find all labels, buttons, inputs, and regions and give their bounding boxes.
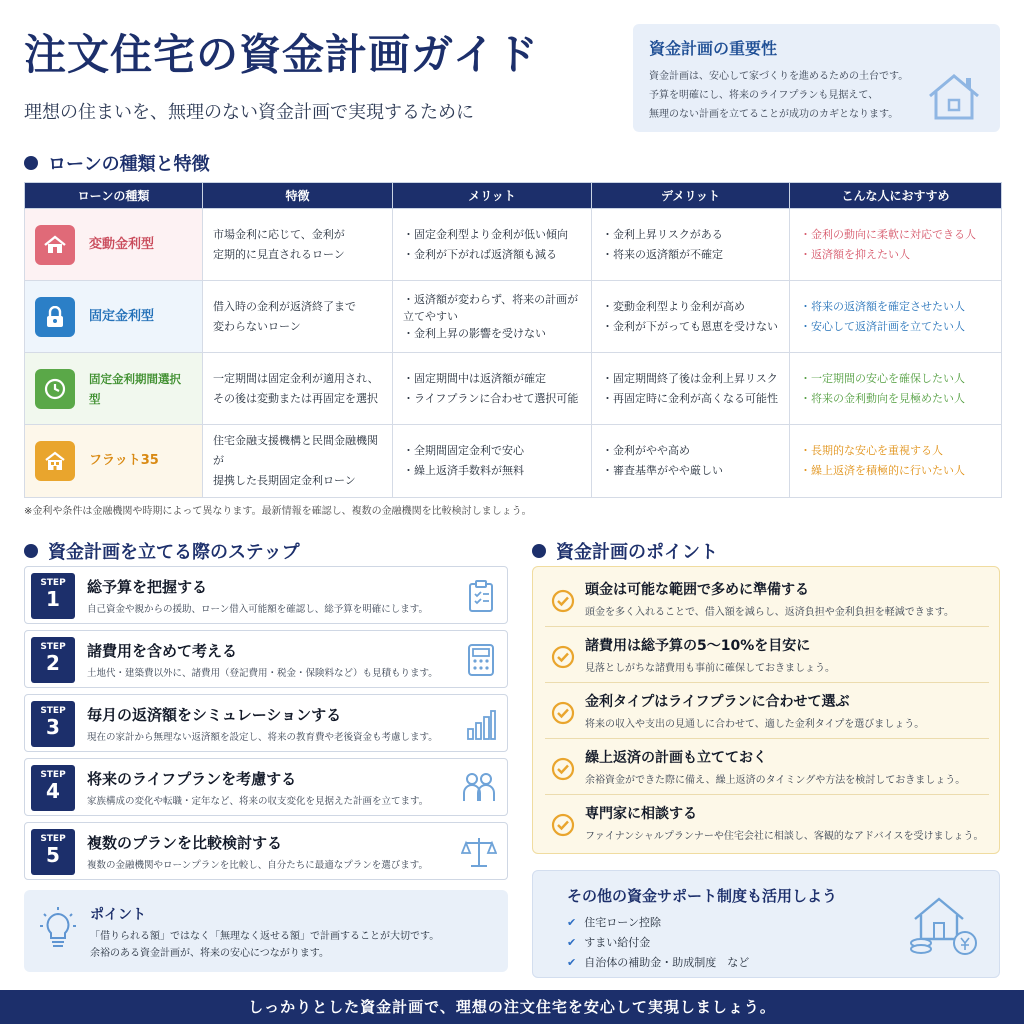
point-desc: 将来の収入や支出の見通しに合わせて、適した金利タイプを選びましょう。 <box>585 719 925 730</box>
importance-title: 資金計画の重要性 <box>649 39 778 58</box>
loan-type-cell <box>25 353 203 425</box>
step-desc: 現在の家計から無理ない返済額を設定し、将来の教育費や老後資金も考慮します。 <box>87 732 438 743</box>
step-title: 総予算を把握する <box>87 578 208 596</box>
merit-cell: ・固定金利型より金利が低い傾向 ・金利が下がれば返済額も減る <box>393 209 592 281</box>
bullet-dot <box>24 156 38 170</box>
clipboard-icon <box>465 579 497 613</box>
support-list <box>567 913 749 973</box>
house-coins-icon <box>907 893 979 957</box>
lock-icon <box>35 297 75 337</box>
loan-type-name: 変動金利型 <box>89 236 155 252</box>
lightbulb-icon <box>38 906 78 954</box>
scale-icon <box>461 835 497 869</box>
point-desc: 頭金を多く入れることで、借入額を減らし、返済負担や金利負担を軽減できます。 <box>585 607 954 618</box>
point-title: 諸費用は総予算の5〜10%を目安に <box>585 638 811 654</box>
support-box <box>532 870 1000 978</box>
points-section-header: 資金計画のポイント <box>532 538 718 564</box>
page-title: 注文住宅の資金計画ガイド <box>24 30 539 79</box>
point-title: 繰上返済の計画も立てておく <box>585 750 767 766</box>
support-title: その他の資金サポート制度も活用しよう <box>567 887 838 905</box>
feature-cell: 一定期間は固定金利が適用され、 その後は変動または再固定を選択 <box>203 353 393 425</box>
step-title: 諸費用を含めて考える <box>87 642 238 660</box>
loan-type-name: 固定金利期間選択型 <box>89 371 181 406</box>
point-item <box>545 631 989 683</box>
feature-cell: 借入時の金利が返済終了まで 変わらないローン <box>203 281 393 353</box>
check-icon: ✔ <box>567 916 577 929</box>
loan-type-cell <box>25 281 203 353</box>
table-row <box>25 209 1002 281</box>
demerit-cell: ・金利上昇リスクがある ・将来の返済額が不確定 <box>592 209 790 281</box>
point-desc: 余裕資金ができた際に備え、繰上返済のタイミングや方法を検討しておきましょう。 <box>585 775 966 786</box>
bullet-dot <box>24 544 38 558</box>
step-desc: 複数の金融機関やローンプランを比較し、自分たちに最適なプランを選びます。 <box>87 860 429 871</box>
loan-type-cell <box>25 209 203 281</box>
step-card <box>24 566 508 624</box>
tip-text: 「借りられる額」ではなく「無理なく返せる額」で計画することが大切です。 余裕のある資金計画が、将来の安心につながります。 <box>90 931 440 959</box>
step-badge: STEP 4 <box>31 765 75 811</box>
clock-icon <box>35 369 75 409</box>
demerit-cell: ・金利がやや高め ・審査基準がやや厳しい <box>592 425 790 498</box>
tip-title: ポイント <box>90 907 146 923</box>
step-badge: STEP 5 <box>31 829 75 875</box>
recommend-cell: ・金利の動向に柔軟に対応できる人 ・返済額を抑えたい人 <box>790 209 1002 281</box>
step-badge: STEP 1 <box>31 573 75 619</box>
step-title: 将来のライフプランを考慮する <box>87 770 297 788</box>
feature-cell: 住宅金融支援機構と民間金融機関が 提携した長期固定金利ローン <box>203 425 393 498</box>
merit-cell: ・全期間固定金利で安心 ・繰上返済手数料が無料 <box>393 425 592 498</box>
step-card <box>24 822 508 880</box>
point-desc: ファイナンシャルプランナーや住宅会社に相談し、客観的なアドバイスを受けましょう。 <box>585 831 984 842</box>
point-desc: 見落としがちな諸費用も事前に確保しておきましょう。 <box>585 663 835 674</box>
house-outline-icon <box>926 70 982 122</box>
calculator-icon <box>465 643 497 677</box>
step-desc: 土地代・建築費以外に、諸費用（登記費用・税金・保険料など）も見積もります。 <box>87 668 438 679</box>
col-header: 特徴 <box>203 183 393 209</box>
step-desc: 家族構成の変化や転職・定年など、将来の収支変化を見据えた計画を立てます。 <box>87 796 429 807</box>
point-item <box>545 575 989 627</box>
step-title: 毎月の返済額をシミュレーションする <box>87 706 342 724</box>
col-header: ローンの種類 <box>25 183 203 209</box>
recommend-cell: ・長期的な安心を重視する人 ・繰上返済を積極的に行いたい人 <box>790 425 1002 498</box>
step-desc: 自己資金や親からの援助、ローン借入可能額を確認し、総予算を明確にします。 <box>87 604 429 615</box>
list-item: ✔ 住宅ローン控除 <box>567 913 749 933</box>
list-item: ✔ すまい給付金 <box>567 933 749 953</box>
table-row <box>25 353 1002 425</box>
recommend-cell: ・将来の返済額を確定させたい人 ・安心して返済計画を立てたい人 <box>790 281 1002 353</box>
point-title: 頭金は可能な範囲で多めに準備する <box>585 582 809 598</box>
check-circle-icon <box>551 813 575 837</box>
page-subtitle: 理想の住まいを、無理のない資金計画で実現するために <box>24 102 474 123</box>
loan-type-name: フラット35 <box>89 453 159 468</box>
family-icon <box>461 771 497 805</box>
check-circle-icon <box>551 645 575 669</box>
check-circle-icon <box>551 701 575 725</box>
check-icon: ✔ <box>567 936 577 949</box>
check-circle-icon <box>551 757 575 781</box>
col-header: メリット <box>393 183 592 209</box>
loan-section-header: ローンの種類と特徴 <box>24 150 210 176</box>
point-title: 金利タイプはライフプランに合わせて選ぶ <box>585 694 850 710</box>
point-title: 専門家に相談する <box>585 806 697 822</box>
importance-box <box>633 24 1000 132</box>
loan-type-cell <box>25 425 203 498</box>
merit-cell: ・返済額が変わらず、将来の計画が立てやすい ・金利上昇の影響を受けない <box>393 281 592 353</box>
tip-box <box>24 890 508 972</box>
bar-chart-icon <box>465 707 497 741</box>
bullet-dot <box>532 544 546 558</box>
merit-cell: ・固定期間中は返済額が確定 ・ライフプランに合わせて選択可能 <box>393 353 592 425</box>
footer-banner: しっかりとした資金計画で、理想の注文住宅を安心して実現しましょう。 <box>0 990 1024 1024</box>
loan-type-name: 固定金利型 <box>89 308 155 324</box>
demerit-cell: ・固定期間終了後は金利上昇リスク ・再固定時に金利が高くなる可能性 <box>592 353 790 425</box>
table-row <box>25 425 1002 498</box>
point-item <box>545 743 989 795</box>
importance-text: 資金計画は、安心して家づくりを進めるための土台です。 予算を明確にし、将来のライフプランも見据えて、 無理のない計画を立てることが成功のカギとなります。 <box>649 71 909 120</box>
step-card <box>24 694 508 752</box>
step-card <box>24 630 508 688</box>
recommend-cell: ・一定期間の安心を確保したい人 ・将来の金利動向を見極めたい人 <box>790 353 1002 425</box>
step-title: 複数のプランを比較検討する <box>87 834 283 852</box>
building-icon <box>35 441 75 481</box>
step-badge: STEP 2 <box>31 637 75 683</box>
demerit-cell: ・変動金利型より金利が高め ・金利が下がっても恩恵を受けない <box>592 281 790 353</box>
house-icon <box>35 225 75 265</box>
table-row <box>25 281 1002 353</box>
col-header: こんな人におすすめ <box>790 183 1002 209</box>
step-card <box>24 758 508 816</box>
loan-table <box>24 182 1002 498</box>
point-item <box>545 799 989 851</box>
col-header: デメリット <box>592 183 790 209</box>
steps-section-header: 資金計画を立てる際のステップ <box>24 538 300 564</box>
check-icon: ✔ <box>567 956 577 969</box>
point-item <box>545 687 989 739</box>
check-circle-icon <box>551 589 575 613</box>
list-item: ✔ 自治体の補助金・助成制度 など <box>567 953 749 973</box>
table-note: ※金利や条件は金融機関や時期によって異なります。最新情報を確認し、複数の金融機関を比較検討しましょう。 <box>24 506 532 517</box>
feature-cell: 市場金利に応じて、金利が 定期的に見直されるローン <box>203 209 393 281</box>
points-box <box>532 566 1000 854</box>
step-badge: STEP 3 <box>31 701 75 747</box>
